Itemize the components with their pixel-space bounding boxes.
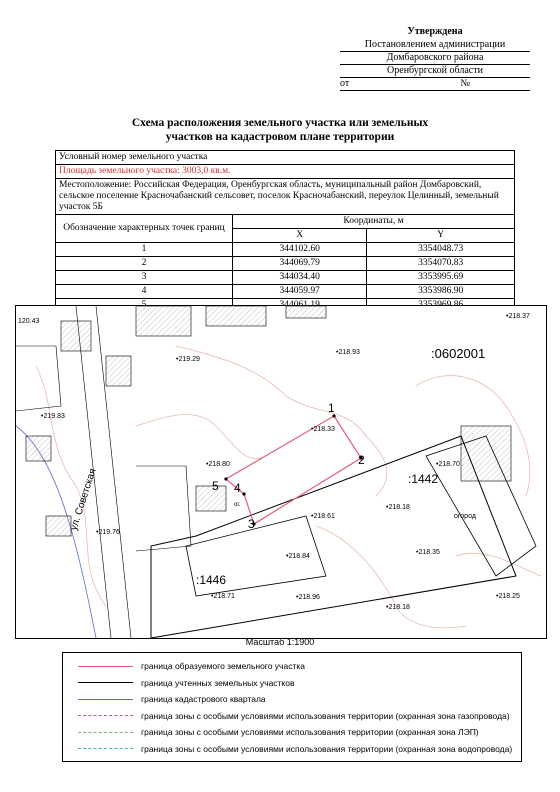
approval-num: № <box>460 78 470 89</box>
parcel-label-1446: :1446 <box>196 573 227 587</box>
cadastral-map <box>15 305 547 639</box>
elevation-mark: •218.71 <box>211 593 235 600</box>
coordinates-table <box>55 150 515 313</box>
coord-cell-y: 3353986.90 <box>367 285 515 299</box>
approval-from: от <box>340 78 350 89</box>
elevation-mark: •218.25 <box>496 593 520 600</box>
coord-cell-y: 3354048.73 <box>367 243 515 257</box>
col-x-header: X <box>233 229 367 243</box>
legend-swatch <box>78 682 133 683</box>
coord-cell-n: 2 <box>56 257 233 271</box>
col-y-header: Y <box>367 229 515 243</box>
garden-label: огород <box>454 513 476 520</box>
elevation-mark: •218.37 <box>506 313 530 320</box>
elevation-mark: •219.83 <box>41 413 65 420</box>
approval-title: Утверждена <box>407 26 463 37</box>
elevation-mark: •218.61 <box>311 513 335 520</box>
new-parcel-boundary <box>226 416 361 524</box>
elevation-mark: •218.33 <box>311 426 335 433</box>
coord-row <box>56 257 515 271</box>
coord-cell-n: 4 <box>56 285 233 299</box>
document-title <box>60 116 500 144</box>
col-points-header: Обозначение характерных точек границ <box>56 215 233 243</box>
corner-label: 120.43 <box>18 318 40 325</box>
elevation-mark: •218.18 <box>386 504 410 511</box>
legend-text: граница зоны с особыми условиями использования территории (охранная зона газопровода) <box>141 710 510 721</box>
point-label-5: 5 <box>212 479 219 493</box>
coord-cell-x: 344034.40 <box>233 271 367 285</box>
legend-text: граница зоны с особыми условиями использования территории (охранная зона водопровода) <box>141 743 513 754</box>
coord-cell-y: 3354070.83 <box>367 257 515 271</box>
legend-swatch <box>78 715 133 716</box>
approval-block <box>340 26 530 91</box>
point-label-3: 3 <box>248 517 255 531</box>
elevation-mark: •218.18 <box>386 604 410 611</box>
elevation-mark: •219.29 <box>176 356 200 363</box>
coord-row <box>56 285 515 299</box>
parcel-point-labels <box>212 401 365 531</box>
approval-line-3: Оренбургской области <box>340 65 530 78</box>
legend-row <box>63 742 521 756</box>
legend-row <box>63 709 521 723</box>
legend-text: граница кадастрового квартала <box>141 694 266 704</box>
legend-swatch <box>78 666 133 667</box>
coord-cell-n: 3 <box>56 271 233 285</box>
elevation-mark: •218.80 <box>206 461 230 468</box>
map-svg <box>16 306 546 638</box>
coord-cell-y: 3353995.69 <box>367 271 515 285</box>
buildings <box>26 306 511 536</box>
elevation-mark: •218.96 <box>296 594 320 601</box>
point-label-2: 2 <box>358 453 365 467</box>
legend-text: граница зоны с особыми условиями использования территории (охранная зона ЛЭП) <box>141 727 479 737</box>
og-label: ог. <box>234 502 241 508</box>
coord-row <box>56 243 515 257</box>
coord-cell-x: 344059.97 <box>233 285 367 299</box>
coord-cell-x: 344069.79 <box>233 257 367 271</box>
legend-text: граница учтенных земельных участков <box>141 677 295 688</box>
legend-row <box>63 659 521 673</box>
approval-line-1: Постановлением администрации <box>340 39 530 52</box>
point-label-4: 4 <box>234 481 241 495</box>
kvartal-label: :0602001 <box>431 346 486 361</box>
legend-row <box>63 692 521 706</box>
elevation-mark: •218.35 <box>416 549 440 556</box>
document-title-line-1: Схема расположения земельного участка или земельных <box>131 117 429 129</box>
approval-line-2: Домбаровского района <box>340 52 530 65</box>
legend-row <box>63 676 521 690</box>
coord-row <box>56 271 515 285</box>
conditional-number-label: Условный номер земельного участка <box>56 151 515 165</box>
coord-cell-x: 344102.60 <box>233 243 367 257</box>
coord-cell-n: 1 <box>56 243 233 257</box>
coordinate-rows <box>56 243 515 313</box>
legend-swatch <box>78 732 133 733</box>
location-row: Местоположение: Российская Федерация, Оренбургская область, муниципальный район Домбаровский, сельское поселение Красночабанский сельсовет, поселок Красночабанский, переулок Целинный, земельный участок 5Б <box>56 179 515 215</box>
street-block-lines <box>16 306 191 638</box>
elevation-mark: •219.76 <box>96 529 120 536</box>
street-label: ул. Советская <box>68 467 99 532</box>
approval-date-number <box>340 78 530 91</box>
elevation-mark: •218.84 <box>286 553 310 560</box>
elevation-mark: •218.93 <box>336 349 360 356</box>
point-label-1: 1 <box>328 401 335 415</box>
legend-swatch <box>78 748 133 749</box>
area-row: Площадь земельного участка: 3003,0 кв.м. <box>56 165 515 179</box>
parcel-label-1442: :1442 <box>408 472 439 486</box>
elevation-mark: •218.70 <box>436 461 460 468</box>
legend-row <box>63 725 521 739</box>
legend-swatch <box>78 699 133 700</box>
scale-label: Масштаб 1:1900 <box>245 637 315 647</box>
legend-text: граница образуемого земельного участка <box>141 661 305 671</box>
legend <box>62 652 522 762</box>
contour-lines <box>36 346 541 628</box>
col-coords-header: Координаты, м <box>233 215 515 229</box>
document-title-line-2: участков на кадастровом плане территории <box>165 131 395 143</box>
